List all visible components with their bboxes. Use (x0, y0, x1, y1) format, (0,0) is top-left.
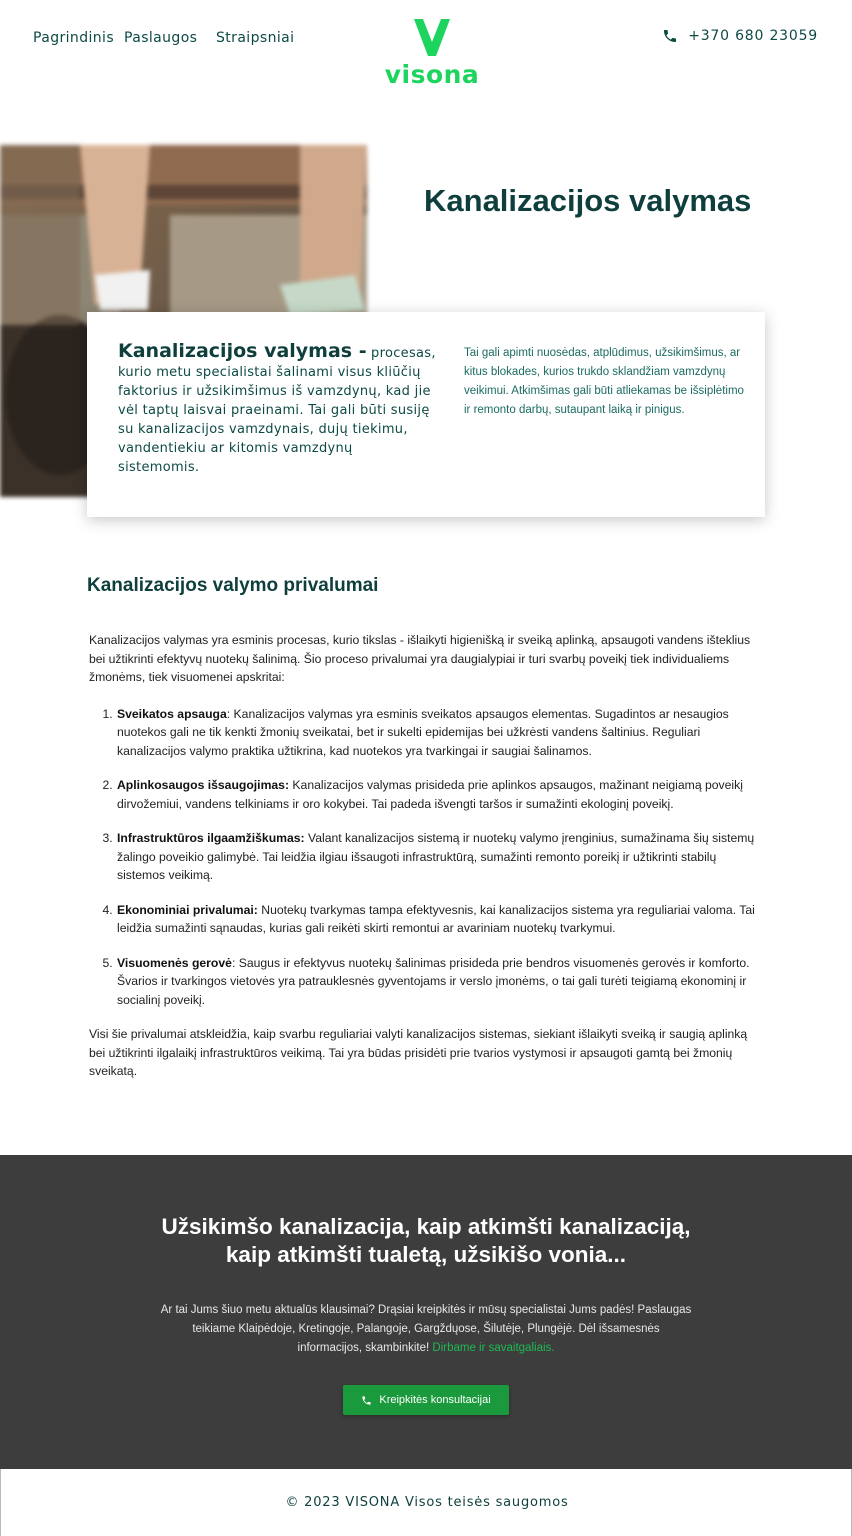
logo-v-icon (412, 18, 452, 58)
benefit-item: 4. Ekonominiai privalumai: Nuotekų tvarkymas tampa efektyvesnis, kai kanalizacijos sistema yra reguliariai valoma. Tai leidžia sumažinti sąnaudas, kurias gali reikėti skirti remontui ar avariniam nuotekų tvarkymui. (116, 901, 757, 938)
intro-lead: Kanalizacijos valymas - (118, 340, 367, 362)
phone-icon (662, 28, 678, 44)
benefits-title: Kanalizacijos valymo privalumai (87, 575, 379, 596)
cta-title: Užsikimšo kanalizacija, kaip atkimšti kanalizaciją, kaip atkimšti tualetą, užsikišo vonia... (161, 1214, 691, 1267)
cta-section (0, 1155, 852, 1469)
intro-left-text (118, 342, 436, 477)
intro-right-text: Tai gali apimti nuosėdas, atplūdimus, užsikimšimus, ar kitus blokades, kurios trukdo sklandžiam vamzdynų veikimui. Atkimšimas gali būti atliekamas be išsiplėtimo ir remonto darbų, sutaupant laiką ir pinigus. (464, 347, 744, 416)
cta-text: Ar tai Jums šiuo metu aktualūs klausimai? Drąsiai kreipkitės ir mūsų specialistai Jums padės! Paslaugas teikiame Klaipėdoje, Kretingoje, Palangoje, Gargždųose, Šilutėje, Plungėjė. Dėl išsamesnės informacijos, skambinkite! Dirbame ir savaitgaliais. (160, 1304, 692, 1354)
benefits-list (116, 705, 757, 1010)
weekend-highlight: Dirbame ir savaitgaliais. (432, 1342, 555, 1354)
intro-card (87, 312, 765, 517)
intro-left-body: procesas, kurio metu specialistai šalinami visus kliūčių faktorius ir užsikimšimus iš vamzdynų, kad jie vėl taptų laisvai praeinami. Tai gali būti susiję su kanalizacijos vamzdynais, dujų tiekimu, vandentiekiu ar kitomis vamzdynų sistemomis. (118, 346, 436, 475)
benefit-item: 1. Sveikatos apsauga: Kanalizacijos valymas yra esminis sveikatos apsaugos elementas. Sugadintos ar nesaugios nuotekos gali ne tik kenkti žmonių sveikatai, bet ir sukelti epidemijas bei užkrėsti vandens šaltinius. Reguliari kanalizacijos valymo praktika užtikrina, kad nuotekos yra tvarkingai ir saugiai šalinamos. (116, 705, 757, 761)
phone-number: +370 680 23059 (688, 28, 818, 44)
consultation-button-label: Kreipkitės konsultacijai (379, 1394, 491, 1406)
benefit-item: 3. Infrastruktūros ilgaamžiškumas: Valant kanalizacijos sistemą ir nuotekų valymo įrenginius, sumažinama šių sistemų žalingo poveikio galimybė. Tai leidžia ilgiau išsaugoti infrastruktūrą, sumažinti remonto poreikį ir užtikrinti stabilų sistemos veikimą. (116, 829, 757, 885)
logo-text: visona (384, 60, 480, 89)
phone-icon (361, 1395, 372, 1406)
benefits-article (89, 631, 757, 1081)
nav-link-articles[interactable]: Straipsniai (216, 30, 295, 46)
copyright-text: © 2023 VISONA Visos teisės saugomos (285, 1495, 569, 1510)
nav-link-home[interactable]: Pagrindinis (33, 30, 115, 46)
page-title: Kanalizacijos valymas (424, 183, 752, 218)
nav-link-services[interactable]: Paslaugos (124, 30, 198, 46)
consultation-button[interactable] (343, 1385, 509, 1415)
header-phone[interactable] (662, 28, 818, 44)
benefit-item: 2. Aplinkosaugos išsaugojimas: Kanalizacijos valymas prisideda prie aplinkos apsaugos, mažinant neigiamą poveikį dirvožemiui, vandens telkiniams ir oro kokybei. Tai padeda išvengti taršos ir sumažinti ekologinį poveikį. (116, 776, 757, 813)
visona-logo[interactable] (384, 18, 480, 90)
benefits-intro: Kanalizacijos valymas yra esminis procesas, kurio tikslas - išlaikyti higienišką ir sveiką aplinką, apsaugoti vandens išteklius bei užtikrinti efektyvų nuotekų šalinimą. Šio proceso privalumai yra daugialypiai ir turi svarbų poveikį tiek individualiems žmonėms, tiek visuomenei apskritai: (89, 633, 751, 684)
benefits-outro: Visi šie privalumai atskleidžia, kaip svarbu reguliariai valyti kanalizacijos sistemas, siekiant išlaikyti sveiką ir saugią aplinką bei užtikrinti ilgalaikį infrastruktūros veikimą. Tai yra būdas prisidėti prie tvarios vystymosi ir apsaugoti gamtą bei žmonių sveikatą. (89, 1027, 748, 1078)
benefit-item: 5. Visuomenės gerovė: Saugus ir efektyvus nuotekų šalinimas prisideda prie bendros visuomenės gerovės ir komforto. Švarios ir tvarkingos vietovės yra patrauklesnės gyventojams ir verslo įmonėms, o tai gali turėti teigiamą ekonominį ir socialinį poveikį. (116, 954, 757, 1010)
site-header (0, 0, 852, 110)
site-footer (0, 1469, 852, 1536)
